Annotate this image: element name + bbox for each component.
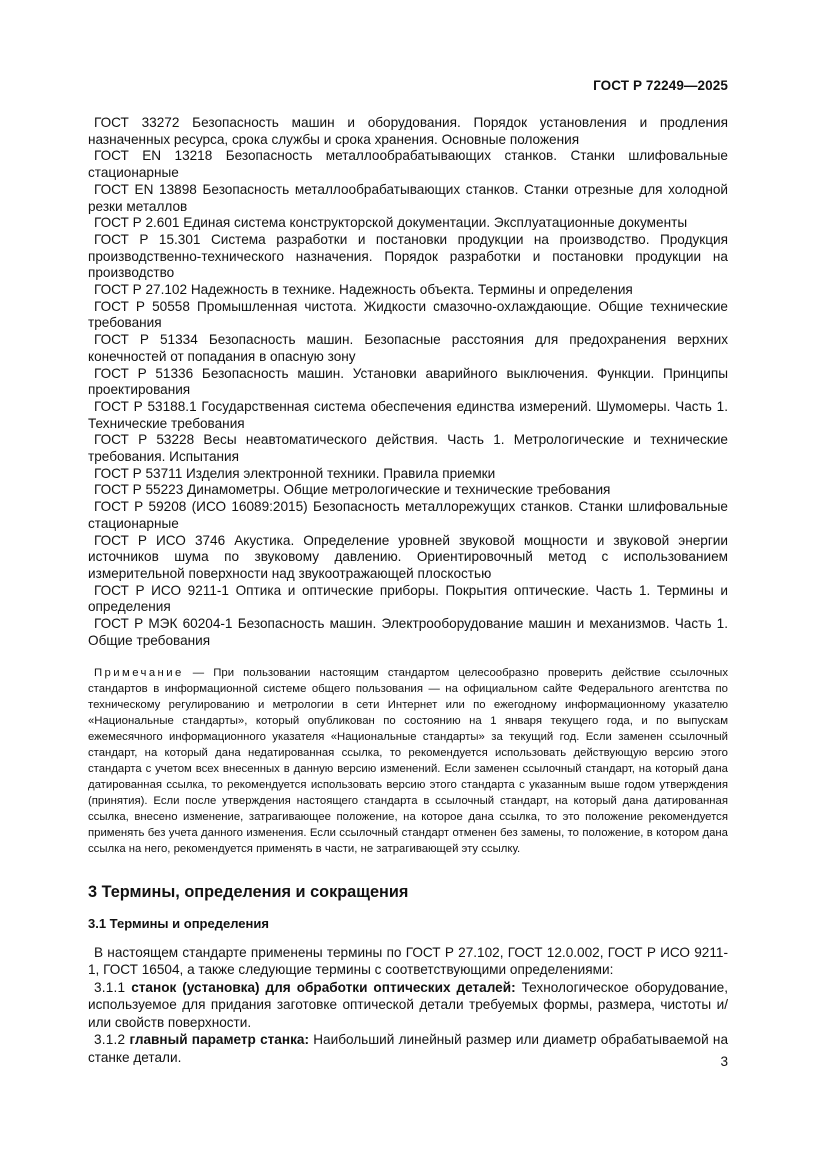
reference-item: ГОСТ Р МЭК 60204-1 Безопасность машин. Электрооборудование машин и механизмов. Часть 1. Общие требования — [88, 616, 728, 648]
term-definition: Наибольший линейный размер или диаметр обрабатываемой на станке детали. — [88, 1032, 729, 1066]
reference-item: ГОСТ Р 59208 (ИСО 16089:2015) Безопасность металлорежущих станков. Станки шлифовальные стационарные — [88, 499, 728, 531]
reference-item: ГОСТ Р 53228 Весы неавтоматического действия. Часть 1. Метрологические и технические требования. Испытания — [88, 432, 728, 465]
reference-item: ГОСТ Р 15.301 Система разработки и постановки продукции на производство. Продукция производственно-технического назначения. Порядок разработки и постановки продукции на производство — [88, 231, 728, 281]
reference-item: ГОСТ Р 50558 Промышленная чистота. Жидкости смазочно-охлаждающие. Общие технические требования — [88, 298, 728, 331]
term-entry — [88, 979, 728, 1032]
term-number: 3.1.2 — [94, 1032, 126, 1048]
reference-item: ГОСТ Р ИСО 9211-1 Оптика и оптические приборы. Покрытия оптические. Часть 1. Термины и определения — [88, 582, 728, 615]
note-label: Примечание — [94, 666, 184, 679]
page-content — [88, 115, 728, 1067]
reference-item: ГОСТ Р 51334 Безопасность машин. Безопасные расстояния для предохранения верхних конечностей от попадания в опасную зону — [88, 332, 728, 364]
term-definition: Технологическое оборудование, используемое для придания заготовке оптической детали требуемых формы, размера, чистоты и/или свойств поверхности. — [88, 979, 729, 1030]
reference-item: ГОСТ EN 13218 Безопасность металлообрабатывающих станков. Станки шлифовальные стационарные — [88, 148, 728, 181]
term-number: 3.1.1 — [94, 979, 126, 995]
reference-item: ГОСТ Р 51336 Безопасность машин. Установки аварийного выключения. Функции. Принципы проектирования — [88, 365, 728, 398]
reference-item: ГОСТ EN 13898 Безопасность металлообрабатывающих станков. Станки отрезные для холодной резки металлов — [88, 181, 728, 214]
reference-item: ГОСТ Р 53711 Изделия электронной техники. Правила приемки — [94, 465, 496, 481]
section-heading: 3 Термины, определения и сокращения — [88, 882, 409, 901]
reference-item: ГОСТ Р 27.102 Надежность в технике. Надежность объекта. Термины и определения — [94, 282, 633, 298]
term-name: станок (установка) для обработки оптических деталей: — [131, 979, 516, 995]
normative-references-list — [88, 115, 728, 650]
terms-intro-paragraph: В настоящем стандарте применены термины по ГОСТ Р 27.102, ГОСТ 12.0.002, ГОСТ Р ИСО 9211-1, ГОСТ 16504, а также следующие термины с соответствующими определениями: — [88, 944, 728, 978]
term-entry — [88, 1031, 728, 1066]
reference-item: ГОСТ Р ИСО 3746 Акустика. Определение уровней звуковой мощности и звуковой энергии источников шума по звуковому давлению. Ориентировочный метод с использованием измерительной поверхности над звукоотражающей плоскостью — [88, 532, 728, 581]
reference-item: ГОСТ Р 55223 Динамометры. Общие метрологические и технические требования — [94, 482, 611, 498]
subsection-heading: 3.1 Термины и определения — [88, 915, 269, 931]
note-paragraph — [88, 665, 728, 857]
page-number: 3 — [720, 1054, 728, 1069]
reference-item: ГОСТ Р 53188.1 Государственная система обеспечения единства измерений. Шумомеры. Часть 1. Технические требования — [88, 398, 728, 431]
document-header: ГОСТ Р 72249—2025 — [593, 78, 728, 93]
reference-item: ГОСТ Р 2.601 Единая система конструкторской документации. Эксплуатационные документы — [94, 215, 688, 231]
reference-item: ГОСТ 33272 Безопасность машин и оборудования. Порядок установления и продления назначенных ресурса, срока службы и срока хранения. Основные положения — [88, 115, 728, 147]
term-name: главный параметр станка: — [129, 1032, 309, 1048]
note-text: — При пользовании настоящим стандартом целесообразно проверить действие ссылочных стандартов в информационной системе общего пользования — на официальном сайте Федерального агентства по техническому регулированию и метрологии в сети Интернет или по ежегодному информационному указателю «Национальные стандарты», который опубликован по состоянию на 1 января текущего года, и по выпускам ежемесячного информационного указателя «Национальные стандарты» за текущий год. Если заменен ссылочный стандарт, на который дана недатированная ссылка, то рекомендуется использовать действующую версию этого стандарта с учетом всех внесенных в данную версию изменений. Если заменен ссылочный стандарт, на который дана датированная ссылка, то рекомендуется использовать версию этого стандарта с указанным выше годом утверждения (принятия). Если после утверждения настоящего стандарта в ссылочный стандарт, на который дана датированная ссылка, внесено изменение, затрагивающее положение, на которое дана ссылка, то это положение рекомендуется применять без учета данного изменения. Если ссылочный стандарт отменен без замены, то положение, в котором дана ссылка на него, рекомендуется применять в части, не затрагивающей эту ссылку. — [88, 666, 728, 855]
